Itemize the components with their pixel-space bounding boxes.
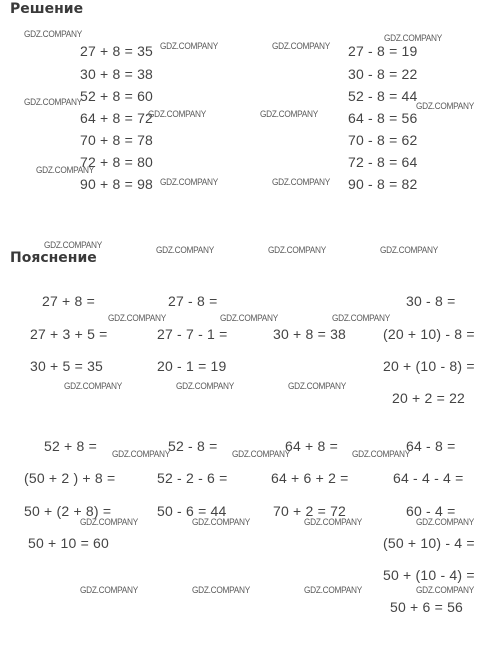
solution-equation: 90 - 8 = 82: [348, 176, 418, 192]
watermark: GDZ.COMPANY: [268, 245, 327, 255]
watermark: GDZ.COMPANY: [24, 29, 83, 39]
solution-equation: 52 + 8 = 60: [80, 88, 154, 104]
explanation-step: 52 + 8 =: [44, 438, 97, 454]
explanation-step: 27 - 7 - 1 =: [157, 326, 228, 342]
watermark: GDZ.COMPANY: [332, 313, 391, 323]
explanation-step: 20 + (10 - 8) =: [383, 358, 475, 374]
watermark: GDZ.COMPANY: [176, 381, 235, 391]
explanation-step: 50 + 6 = 56: [390, 599, 464, 615]
watermark: GDZ.COMPANY: [352, 449, 411, 459]
explanation-step: 70 + 2 = 72: [273, 503, 347, 519]
explanation-step: (50 + 10) - 4 =: [383, 535, 475, 551]
watermark: GDZ.COMPANY: [24, 97, 83, 107]
watermark: GDZ.COMPANY: [220, 313, 279, 323]
watermark: GDZ.COMPANY: [232, 449, 291, 459]
explanation-step: 27 + 3 + 5 =: [30, 326, 108, 342]
explanation-step: 50 + (10 - 4) =: [383, 567, 475, 583]
watermark: GDZ.COMPANY: [64, 381, 123, 391]
watermark: GDZ.COMPANY: [80, 585, 139, 595]
watermark: GDZ.COMPANY: [192, 517, 251, 527]
explanation-step: 20 + 2 = 22: [392, 390, 466, 406]
watermark: GDZ.COMPANY: [380, 245, 439, 255]
explanation-step: 50 + 10 = 60: [28, 535, 110, 551]
watermark: GDZ.COMPANY: [260, 109, 319, 119]
solution-equation: 70 + 8 = 78: [80, 132, 154, 148]
watermark: GDZ.COMPANY: [44, 240, 103, 250]
solution-equation: 27 + 8 = 35: [80, 43, 154, 59]
watermark: GDZ.COMPANY: [80, 517, 139, 527]
watermark: GDZ.COMPANY: [304, 517, 363, 527]
explanation-step: 27 - 8 =: [168, 293, 218, 309]
explanation-step: 50 - 6 = 44: [157, 503, 227, 519]
watermark: GDZ.COMPANY: [112, 449, 171, 459]
solution-equation: 64 + 8 = 72: [80, 110, 154, 126]
watermark: GDZ.COMPANY: [288, 381, 347, 391]
explanation-step: (20 + 10) - 8 =: [383, 326, 475, 342]
watermark: GDZ.COMPANY: [160, 177, 219, 187]
explanation-step: 27 + 8 =: [42, 293, 95, 309]
solution-equation: 27 - 8 = 19: [348, 43, 418, 59]
explanation-step: 60 - 4 =: [406, 503, 456, 519]
explanation-step: 50 + (2 + 8) =: [24, 503, 112, 519]
watermark: GDZ.COMPANY: [148, 109, 207, 119]
solution-equation: 72 + 8 = 80: [80, 154, 154, 170]
explanation-step: 64 + 8 =: [285, 438, 338, 454]
explanation-step: 30 - 8 =: [406, 293, 456, 309]
solution-heading: Решение: [10, 1, 84, 17]
explanation-step: 30 + 5 = 35: [30, 358, 104, 374]
watermark: GDZ.COMPANY: [192, 585, 251, 595]
watermark: GDZ.COMPANY: [160, 41, 219, 51]
watermark: GDZ.COMPANY: [272, 177, 331, 187]
watermark: GDZ.COMPANY: [156, 245, 215, 255]
watermark: GDZ.COMPANY: [36, 165, 95, 175]
watermark: GDZ.COMPANY: [272, 41, 331, 51]
watermark: GDZ.COMPANY: [108, 313, 167, 323]
solution-equation: 30 - 8 = 22: [348, 66, 418, 82]
solution-equation: 70 - 8 = 62: [348, 132, 418, 148]
solution-equation: 72 - 8 = 64: [348, 154, 418, 170]
solution-equation: 64 - 8 = 56: [348, 110, 418, 126]
watermark: GDZ.COMPANY: [384, 33, 443, 43]
explanation-step: 30 + 8 = 38: [273, 326, 347, 342]
solution-equation: 30 + 8 = 38: [80, 66, 154, 82]
explanation-step: 20 - 1 = 19: [157, 358, 227, 374]
explanation-step: (50 + 2 ) + 8 =: [24, 470, 116, 486]
watermark: GDZ.COMPANY: [416, 585, 475, 595]
solution-equation: 90 + 8 = 98: [80, 176, 154, 192]
explanation-heading: Пояснение: [10, 250, 97, 266]
explanation-step: 64 - 4 - 4 =: [393, 470, 464, 486]
watermark: GDZ.COMPANY: [416, 517, 475, 527]
watermark: GDZ.COMPANY: [304, 585, 363, 595]
explanation-step: 52 - 2 - 6 =: [157, 470, 228, 486]
watermark: GDZ.COMPANY: [416, 101, 475, 111]
explanation-step: 52 - 8 =: [168, 438, 218, 454]
explanation-step: 64 - 8 =: [406, 438, 456, 454]
solution-equation: 52 - 8 = 44: [348, 88, 418, 104]
explanation-step: 64 + 6 + 2 =: [271, 470, 349, 486]
